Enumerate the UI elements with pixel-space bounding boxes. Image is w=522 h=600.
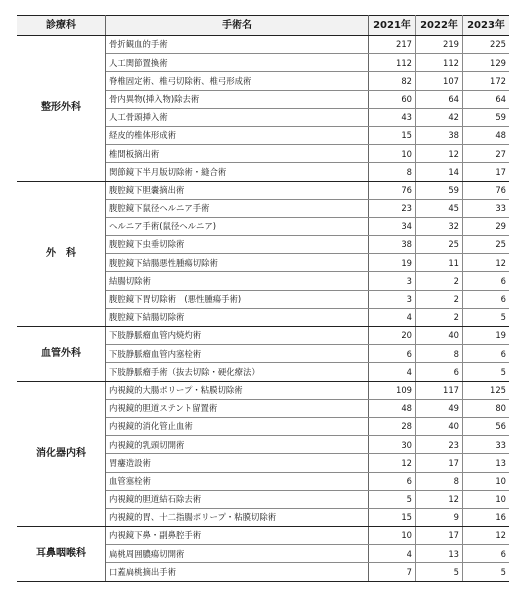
count-2023-cell: 33 <box>463 436 510 454</box>
header-2022: 2022年 <box>416 16 463 36</box>
count-2023-cell: 125 <box>463 381 510 399</box>
count-2022-cell: 117 <box>416 381 463 399</box>
count-2021-cell: 3 <box>369 290 416 308</box>
count-2022-cell: 112 <box>416 54 463 72</box>
count-2021-cell: 217 <box>369 36 416 54</box>
count-2023-cell: 29 <box>463 217 510 235</box>
surgery-count-table <box>17 15 509 582</box>
count-2023-cell: 27 <box>463 145 510 163</box>
count-2021-cell: 3 <box>369 272 416 290</box>
procedure-name-cell: 腹腔鏡下鼠径ヘルニア手術 <box>106 199 369 217</box>
procedure-name-cell: 骨折観血的手術 <box>106 36 369 54</box>
procedure-name-cell: 腹腔鏡下結腸悪性腫瘍切除術 <box>106 254 369 272</box>
count-2023-cell: 64 <box>463 90 510 108</box>
table-row <box>17 381 509 399</box>
count-2023-cell: 12 <box>463 527 510 545</box>
count-2022-cell: 25 <box>416 236 463 254</box>
procedure-name-cell: 下肢静脈瘤手術（抜去切除・硬化療法） <box>106 363 369 381</box>
count-2023-cell: 10 <box>463 472 510 490</box>
count-2023-cell: 25 <box>463 236 510 254</box>
table-row <box>17 36 509 54</box>
count-2021-cell: 109 <box>369 381 416 399</box>
count-2022-cell: 8 <box>416 472 463 490</box>
procedure-name-cell: 椎間板摘出術 <box>106 145 369 163</box>
procedure-name-cell: 内視鏡下鼻・副鼻腔手術 <box>106 527 369 545</box>
count-2021-cell: 23 <box>369 199 416 217</box>
count-2021-cell: 12 <box>369 454 416 472</box>
procedure-name-cell: 血管塞栓術 <box>106 472 369 490</box>
procedure-name-cell: 内視鏡的胆道ステント留置術 <box>106 399 369 417</box>
department-cell: 血管外科 <box>17 327 106 382</box>
table-body <box>17 36 509 582</box>
count-2021-cell: 82 <box>369 72 416 90</box>
count-2021-cell: 15 <box>369 508 416 526</box>
department-cell: 外 科 <box>17 181 106 327</box>
procedure-name-cell: 内視鏡的乳頭切開術 <box>106 436 369 454</box>
count-2023-cell: 12 <box>463 254 510 272</box>
procedure-name-cell: 腹腔鏡下胆嚢摘出術 <box>106 181 369 199</box>
procedure-name-cell: 腹腔鏡下結腸切除術 <box>106 308 369 326</box>
count-2021-cell: 38 <box>369 236 416 254</box>
procedure-name-cell: 口蓋扁桃摘出手術 <box>106 563 369 581</box>
procedure-name-cell: 下肢静脈瘤血管内塞栓術 <box>106 345 369 363</box>
count-2023-cell: 19 <box>463 327 510 345</box>
count-2021-cell: 43 <box>369 108 416 126</box>
count-2022-cell: 219 <box>416 36 463 54</box>
procedure-name-cell: 内視鏡的消化管止血術 <box>106 417 369 435</box>
count-2022-cell: 6 <box>416 363 463 381</box>
procedure-name-cell: 腹腔鏡下虫垂切除術 <box>106 236 369 254</box>
procedure-name-cell: 人工関節置換術 <box>106 54 369 72</box>
count-2022-cell: 32 <box>416 217 463 235</box>
table-header-row <box>17 16 509 36</box>
count-2022-cell: 8 <box>416 345 463 363</box>
count-2021-cell: 76 <box>369 181 416 199</box>
count-2023-cell: 5 <box>463 308 510 326</box>
count-2023-cell: 172 <box>463 72 510 90</box>
count-2023-cell: 33 <box>463 199 510 217</box>
count-2023-cell: 129 <box>463 54 510 72</box>
count-2021-cell: 48 <box>369 399 416 417</box>
count-2022-cell: 23 <box>416 436 463 454</box>
procedure-name-cell: 内視鏡的大腸ポリープ・粘膜切除術 <box>106 381 369 399</box>
count-2022-cell: 64 <box>416 90 463 108</box>
count-2021-cell: 6 <box>369 472 416 490</box>
count-2023-cell: 80 <box>463 399 510 417</box>
count-2021-cell: 4 <box>369 545 416 563</box>
count-2023-cell: 48 <box>463 126 510 144</box>
count-2023-cell: 56 <box>463 417 510 435</box>
procedure-name-cell: 脊椎固定術、椎弓切除術、椎弓形成術 <box>106 72 369 90</box>
count-2022-cell: 14 <box>416 163 463 181</box>
department-cell: 耳鼻咽喉科 <box>17 527 106 582</box>
table-row <box>17 181 509 199</box>
procedure-name-cell: 下肢静脈瘤血管内焼灼術 <box>106 327 369 345</box>
count-2021-cell: 6 <box>369 345 416 363</box>
count-2022-cell: 59 <box>416 181 463 199</box>
count-2023-cell: 13 <box>463 454 510 472</box>
header-department: 診療科 <box>17 16 106 36</box>
count-2022-cell: 40 <box>416 327 463 345</box>
count-2023-cell: 6 <box>463 345 510 363</box>
count-2021-cell: 4 <box>369 363 416 381</box>
table-row <box>17 527 509 545</box>
count-2023-cell: 6 <box>463 272 510 290</box>
count-2022-cell: 2 <box>416 272 463 290</box>
count-2021-cell: 4 <box>369 308 416 326</box>
count-2023-cell: 16 <box>463 508 510 526</box>
procedure-name-cell: 関節鏡下半月版切除術・縫合術 <box>106 163 369 181</box>
count-2023-cell: 76 <box>463 181 510 199</box>
count-2021-cell: 15 <box>369 126 416 144</box>
count-2023-cell: 6 <box>463 545 510 563</box>
count-2022-cell: 17 <box>416 454 463 472</box>
count-2022-cell: 40 <box>416 417 463 435</box>
count-2023-cell: 225 <box>463 36 510 54</box>
surgery-table-container <box>17 15 509 582</box>
count-2022-cell: 45 <box>416 199 463 217</box>
header-procedure: 手術名 <box>106 16 369 36</box>
count-2022-cell: 2 <box>416 290 463 308</box>
count-2022-cell: 38 <box>416 126 463 144</box>
count-2021-cell: 20 <box>369 327 416 345</box>
count-2023-cell: 6 <box>463 290 510 308</box>
count-2021-cell: 5 <box>369 490 416 508</box>
procedure-name-cell: 骨内異物(挿入物)除去術 <box>106 90 369 108</box>
count-2022-cell: 42 <box>416 108 463 126</box>
header-2023: 2023年 <box>463 16 510 36</box>
procedure-name-cell: ヘルニア手術(鼠径ヘルニア) <box>106 217 369 235</box>
procedure-name-cell: 内視鏡的胆道結石除去術 <box>106 490 369 508</box>
procedure-name-cell: 経皮的椎体形成術 <box>106 126 369 144</box>
count-2021-cell: 34 <box>369 217 416 235</box>
procedure-name-cell: 扁桃周囲膿瘍切開術 <box>106 545 369 563</box>
count-2021-cell: 112 <box>369 54 416 72</box>
count-2023-cell: 5 <box>463 563 510 581</box>
count-2023-cell: 10 <box>463 490 510 508</box>
count-2021-cell: 10 <box>369 145 416 163</box>
count-2022-cell: 107 <box>416 72 463 90</box>
header-2021: 2021年 <box>369 16 416 36</box>
count-2023-cell: 5 <box>463 363 510 381</box>
table-row <box>17 327 509 345</box>
procedure-name-cell: 腹腔鏡下胃切除術 (悪性腫瘍手術) <box>106 290 369 308</box>
department-cell: 消化器内科 <box>17 381 106 527</box>
count-2021-cell: 7 <box>369 563 416 581</box>
count-2021-cell: 30 <box>369 436 416 454</box>
count-2022-cell: 17 <box>416 527 463 545</box>
count-2022-cell: 5 <box>416 563 463 581</box>
count-2023-cell: 59 <box>463 108 510 126</box>
count-2022-cell: 13 <box>416 545 463 563</box>
procedure-name-cell: 内視鏡的胃、十二指腸ポリープ・粘膜切除術 <box>106 508 369 526</box>
procedure-name-cell: 結腸切除術 <box>106 272 369 290</box>
count-2022-cell: 2 <box>416 308 463 326</box>
count-2022-cell: 49 <box>416 399 463 417</box>
count-2021-cell: 8 <box>369 163 416 181</box>
count-2022-cell: 9 <box>416 508 463 526</box>
count-2021-cell: 10 <box>369 527 416 545</box>
procedure-name-cell: 胃瘻造設術 <box>106 454 369 472</box>
count-2021-cell: 60 <box>369 90 416 108</box>
count-2021-cell: 19 <box>369 254 416 272</box>
procedure-name-cell: 人工骨頭挿入術 <box>106 108 369 126</box>
count-2023-cell: 17 <box>463 163 510 181</box>
count-2021-cell: 28 <box>369 417 416 435</box>
count-2022-cell: 12 <box>416 145 463 163</box>
count-2022-cell: 11 <box>416 254 463 272</box>
department-cell: 整形外科 <box>17 36 106 182</box>
count-2022-cell: 12 <box>416 490 463 508</box>
